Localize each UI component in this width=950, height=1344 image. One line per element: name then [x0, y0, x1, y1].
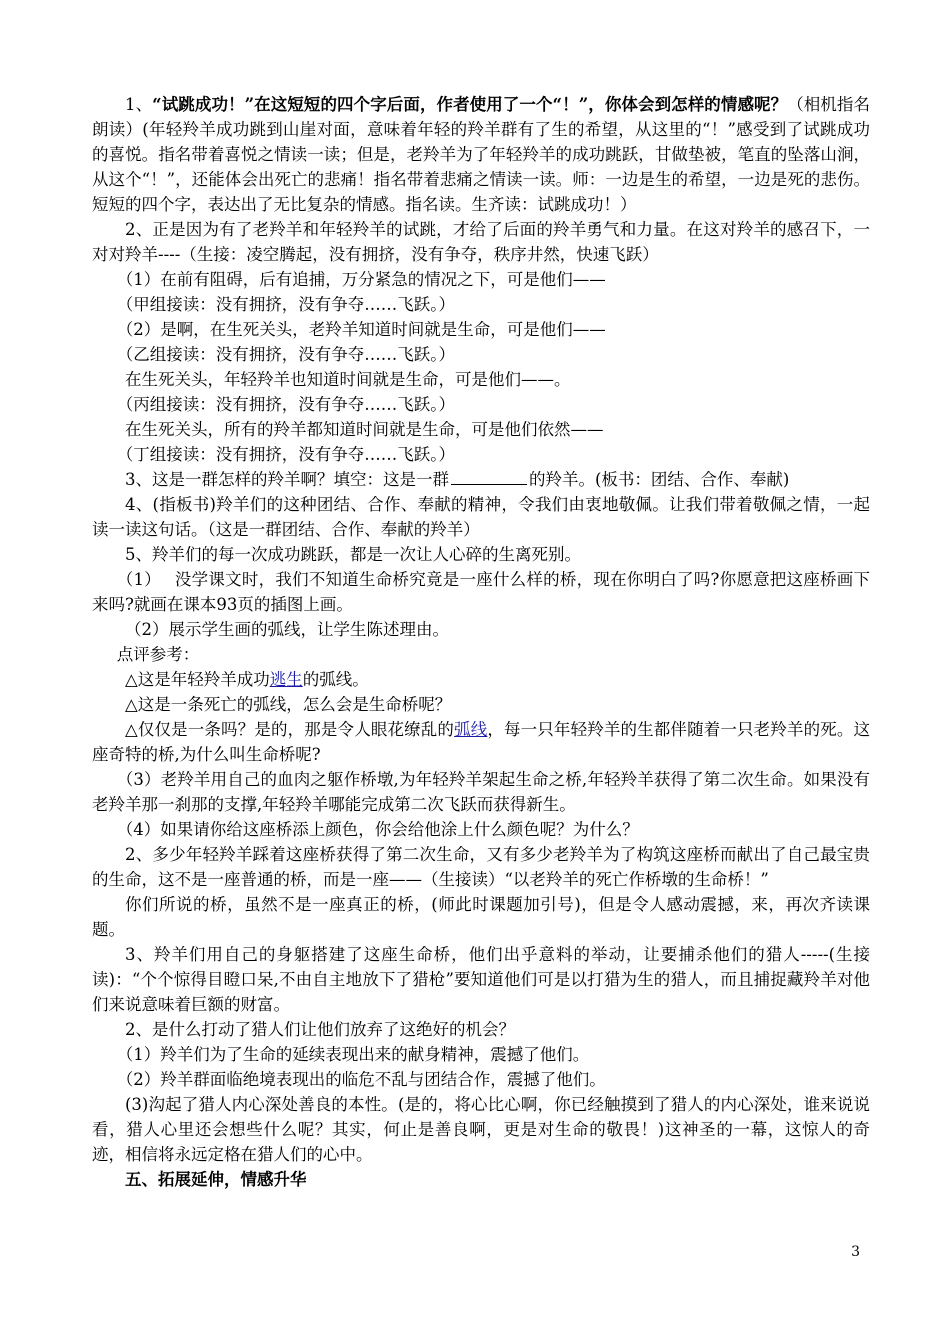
- p1-lead: 1、: [125, 95, 153, 114]
- p19-before: △仅仅是一条吗？是的，那是令人眼花缭乱的: [125, 720, 455, 739]
- p17-after: 的弧线。: [302, 670, 369, 689]
- paragraph-25: 2、是什么打动了猎人们让他们放弃了这绝好的机会？: [125, 1020, 515, 1039]
- p11-before: 3、这是一群怎样的羚羊啊？填空：这是一群: [125, 470, 449, 489]
- paragraph-12: 4、(指板书)羚羊们的这种团结、合作、奉献的精神，令我们由衷地敬佩。让我们带着敬佩之情，一起读一读这句话。（这是一群团结、合作、奉献的羚羊）: [92, 495, 870, 539]
- fill-in-blank: [451, 470, 527, 485]
- section-heading: 五、拓展延伸，情感升华: [125, 1170, 307, 1189]
- p17-before: △这是年轻羚羊成功: [125, 670, 270, 689]
- paragraph-28: (3)沟起了猎人内心深处善良的本性。(是的，将心比心啊，你已经触摸到了猎人的内心深处，谁来说说看，猎人心里还会想些什么呢？其实，何止是善良啊，更是对生命的敬畏！)这神圣的一幕，这惊人的奇迹，相信将永远定格在猎人们的心中。: [92, 1095, 870, 1164]
- link-huxian[interactable]: 弧线: [454, 720, 488, 739]
- page-content: [92, 92, 870, 1192]
- paragraph-19: [92, 717, 870, 767]
- paragraph-3: （1）在前有阻碍，后有追捕，万分紧急的情况之下，可是他们——: [116, 270, 606, 289]
- p1-rest: （相机指名朗读）(年轻羚羊成功跳到山崖对面，意味着年轻的羚羊群有了生的希望，从这里的“！”感受到了试跳成功的喜悦。指名带着喜悦之情读一读；但是，老羚羊为了年轻羚羊的成功跳跃，甘做垫被，笔直的坠落山涧，从这个“！”，还能体会出死亡的悲痛！指名带着悲痛之情读一读。师：一边是生的希望，一边是死的悲伤。短短的四个字，表达出了无比复杂的情感。指名读。生齐读：试跳成功！）: [92, 95, 871, 214]
- page-number: 3: [851, 1244, 860, 1260]
- link-taosheng[interactable]: 逃生: [269, 670, 303, 689]
- paragraph-9: 在生死关头，所有的羚羊都知道时间就是生命，可是他们依然——: [125, 420, 604, 439]
- paragraph-26: （1）羚羊们为了生命的延续表现出来的献身精神，震撼了他们。: [116, 1045, 590, 1064]
- paragraph-2: 2、正是因为有了老羚羊和年轻羚羊的试跳，才给了后面的羚羊勇气和力量。在这对羚羊的感召下，一对对羚羊----（生接：凌空腾起，没有拥挤，没有争夺，秩序井然，快速飞跃）: [92, 220, 870, 264]
- paragraph-7: 在生死关头，年轻羚羊也知道时间就是生命，可是他们——。: [125, 370, 571, 389]
- paragraph-16: 点评参考：: [116, 645, 200, 664]
- paragraph-24: 3、羚羊们用自己的身躯搭建了这座生命桥，他们出乎意料的举动，让要捕杀他们的猎人-----(生接读)：“个个惊得目瞪口呆,不由自主地放下了猎枪”要知道他们可是以打猎为生的猎人，而且捕捉藏羚羊对他们来说意味着巨额的财富。: [92, 945, 870, 1014]
- paragraph-17: [92, 667, 870, 692]
- paragraph-6: （乙组接读：没有拥挤，没有争夺……飞跃。）: [116, 345, 455, 364]
- paragraph-5: （2）是啊，在生死关头，老羚羊知道时间就是生命，可是他们——: [116, 320, 606, 339]
- paragraph-27: （2）羚羊群面临绝境表现出的临危不乱与团结合作，震撼了他们。: [116, 1070, 606, 1089]
- paragraph-11: [92, 467, 870, 492]
- paragraph-21: （4）如果请你给这座桥添上颜色，你会给他涂上什么颜色呢？为什么？: [116, 820, 639, 839]
- paragraph-22: 2、多少年轻羚羊踩着这座桥获得了第二次生命，又有多少老羚羊为了构筑这座桥而献出了自己最宝贵的生命，这不是一座普通的桥，而是一座——（生接读）“以老羚羊的死亡作桥墩的生命桥！”: [92, 845, 870, 889]
- paragraph-1: [92, 92, 870, 217]
- paragraph-14: （1） 没学课文时，我们不知道生命桥究竟是一座什么样的桥，现在你明白了吗?你愿意把这座桥画下来吗?就画在课本93页的插图上画。: [92, 570, 870, 614]
- paragraph-18: △这是一条死亡的弧线，怎么会是生命桥呢？: [125, 695, 452, 714]
- p1-bold-question: “试跳成功！”在这短短的四个字后面，作者使用了一个“！”，你体会到怎样的情感呢？: [152, 95, 788, 114]
- paragraph-8: （丙组接读：没有拥挤，没有争夺……飞跃。）: [116, 395, 455, 414]
- paragraph-4: （甲组接读：没有拥挤，没有争夺……飞跃。）: [116, 295, 455, 314]
- paragraph-10: （丁组接读：没有拥挤，没有争夺……飞跃。）: [116, 445, 455, 464]
- paragraph-15: （2）展示学生画的弧线，让学生陈述理由。: [125, 620, 449, 639]
- p11-after: 的羚羊。(板书：团结、合作、奉献): [529, 470, 790, 489]
- p19-after: ，每一只年轻羚羊的生都伴随着一只老羚羊的死。这座奇特的桥,为什么叫生命桥呢?: [92, 720, 871, 764]
- paragraph-13: 5、羚羊们的每一次成功跳跃，都是一次让人心碎的生离死别。: [125, 545, 581, 564]
- paragraph-23: 你们所说的桥，虽然不是一座真正的桥，(师此时课题加引号)，但是令人感动震撼，来，再次齐读课题。: [92, 895, 870, 939]
- paragraph-20: （3）老羚羊用自己的血肉之躯作桥墩,为年轻羚羊架起生命之桥,年轻羚羊获得了第二次生命。如果没有老羚羊那一刹那的支撑,年轻羚羊哪能完成第二次飞跃而获得新生。: [92, 770, 870, 814]
